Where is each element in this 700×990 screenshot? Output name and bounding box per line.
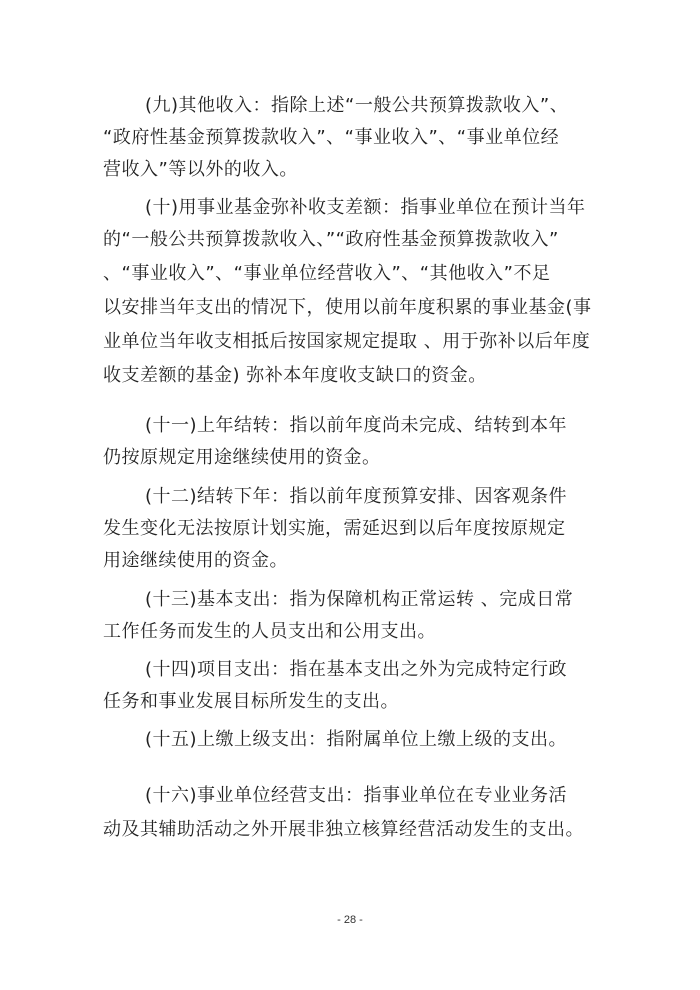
page-number: - 28 - [337, 914, 363, 926]
text-line: (十六)事业单位经营支出：指事业单位在专业业务活 [145, 785, 568, 806]
text-line: 工作任务而发生的人员支出和公用支出。 [103, 621, 436, 642]
text-line: (十二)结转下年：指以前年度预算安排、因客观条件 [145, 486, 568, 507]
text-line: 发生变化无法按原计划实施，需延迟到以后年度按原规定 [103, 518, 566, 539]
text-line: 的“一般公共预算拨款收入、”“政府性基金预算拨款收入” [103, 229, 559, 250]
text-line: 收支差额的基金) 弥补本年度收支缺口的资金。 [103, 365, 487, 386]
text-line: (十一)上年结转：指以前年度尚未完成、结转到本年 [145, 415, 568, 436]
text-line: 、“事业收入”、“事业单位经营收入”、“其他收入”不足 [103, 263, 551, 284]
text-line: 营收入”等以外的收入。 [103, 159, 298, 180]
text-line: 业单位当年收支相抵后按国家规定提取 、用于弥补以后年度 [103, 331, 591, 352]
text-line: (十)用事业基金弥补收支差额：指事业单位在预计当年 [145, 197, 586, 218]
text-line: 仍按原规定用途继续使用的资金。 [103, 447, 381, 468]
text-line: 以安排当年支出的情况下，使用以前年度积累的事业基金(事 [103, 297, 592, 318]
text-line: (十三)基本支出：指为保障机构正常运转 、完成日常 [145, 589, 574, 610]
text-line: 任务和事业发展目标所发生的支出。 [103, 691, 399, 712]
text-line: (九)其他收入：指除上述“一般公共预算拨款收入”、 [145, 95, 569, 116]
text-line: (十五)上缴上级支出：指附属单位上缴上级的支出。 [145, 729, 568, 750]
text-line: 动及其辅助活动之外开展非独立核算经营活动发生的支出。 [103, 819, 584, 840]
text-line: “政府性基金预算拨款收入”、“事业收入”、“事业单位经 [103, 127, 560, 148]
text-line: 用途继续使用的资金。 [103, 550, 288, 571]
text-line: (十四)项目支出：指在基本支出之外为完成特定行政 [145, 659, 568, 680]
